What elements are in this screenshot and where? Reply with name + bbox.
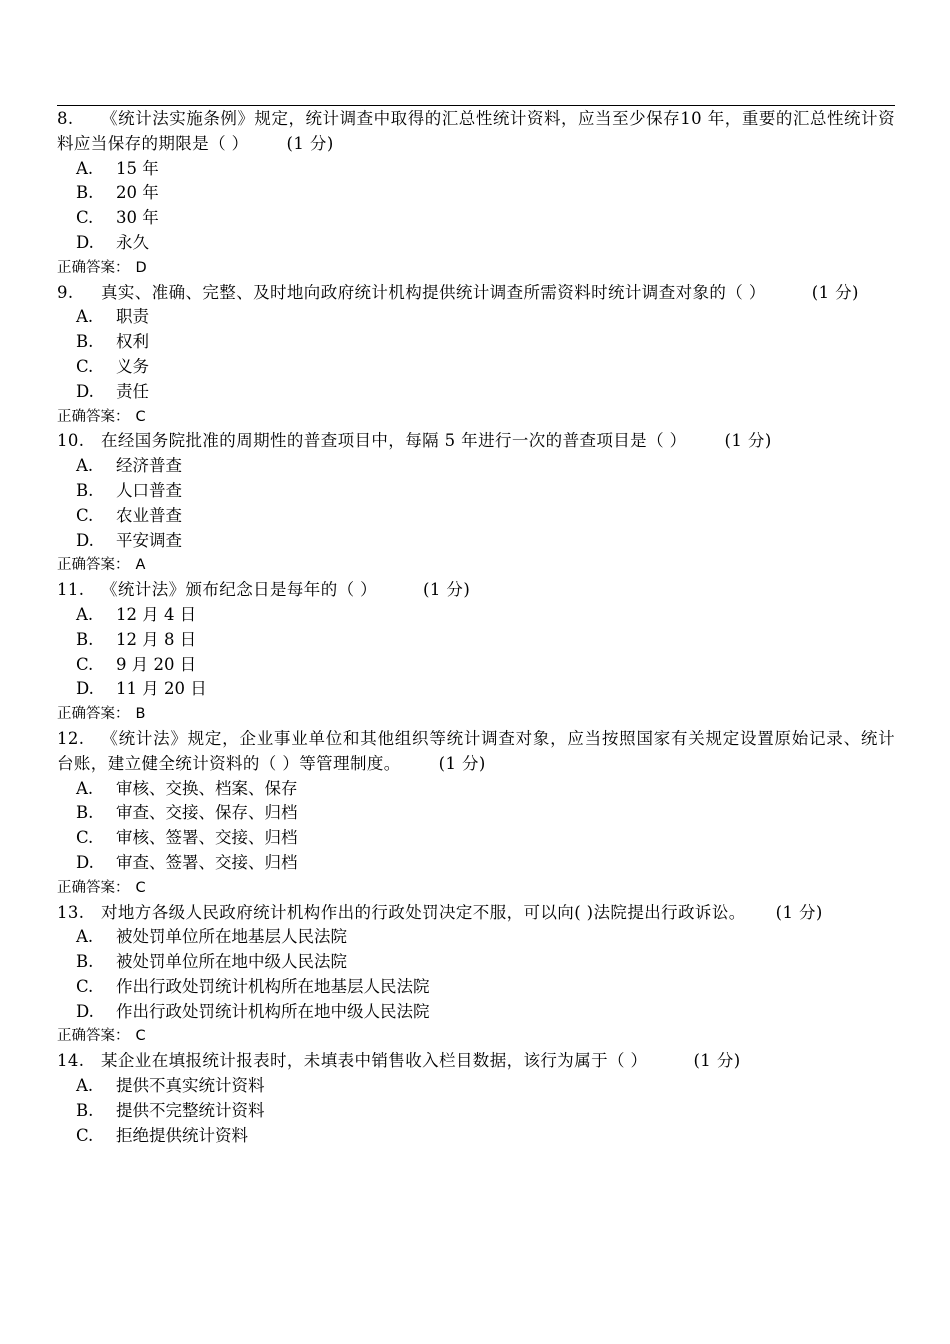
question-text: 真实、准确、完整、及时地向政府统计机构提供统计调查所需资料时统计调查对象的（ ） — [101, 282, 766, 302]
option-letter: A. — [76, 307, 94, 327]
option-text: 作出行政处罚统计机构所在地基层人民法院 — [116, 976, 430, 996]
option-letter: B. — [76, 183, 94, 203]
question-stem — [57, 901, 895, 926]
option-b — [57, 628, 895, 653]
option-letter: A. — [76, 456, 94, 476]
question-13 — [57, 901, 895, 1050]
option-text: 被处罚单位所在地基层人民法院 — [116, 927, 347, 947]
option-letter: B. — [76, 629, 94, 649]
option-b — [57, 330, 895, 355]
option-letter: A. — [76, 158, 94, 178]
option-text: 审核、签署、交接、归档 — [116, 828, 298, 848]
option-letter: A. — [76, 1076, 94, 1096]
option-a — [57, 157, 895, 182]
answer-label: 正确答案： — [57, 706, 130, 723]
option-text: 审查、交接、保存、归档 — [116, 803, 298, 823]
option-text: 11 月 20 日 — [116, 679, 207, 699]
option-letter: C. — [76, 1125, 94, 1145]
option-letter: B. — [76, 1100, 94, 1120]
correct-answer — [57, 405, 895, 430]
option-letter: A. — [76, 778, 94, 798]
correct-answer — [57, 256, 895, 281]
question-text: 《统计法》规定，企业事业单位和其他组织等统计调查对象，应当按照国家有关规定设置原始记录、统计台账，建立健全统计资料的（ ）等管理制度。 — [57, 728, 895, 773]
correct-answer — [57, 702, 895, 727]
answer-value: D — [135, 259, 147, 276]
option-letter: C. — [76, 654, 94, 674]
question-number: 9. — [57, 282, 74, 302]
answer-value: C — [135, 879, 146, 896]
option-d — [57, 1000, 895, 1025]
answer-label: 正确答案： — [57, 259, 130, 276]
option-text: 提供不真实统计资料 — [116, 1076, 265, 1096]
option-c — [57, 504, 895, 529]
option-d — [57, 677, 895, 702]
question-score: (1 分) — [811, 282, 859, 302]
question-11 — [57, 578, 895, 727]
question-stem — [57, 107, 895, 157]
question-text: 对地方各级人民政府统计机构作出的行政处罚决定不服，可以向( )法院提出行政诉讼。 — [101, 902, 746, 922]
option-text: 永久 — [116, 232, 149, 252]
option-c — [57, 975, 895, 1000]
option-a — [57, 454, 895, 479]
option-letter: C. — [76, 828, 94, 848]
option-text: 30 年 — [116, 208, 159, 228]
question-number: 11. — [57, 580, 85, 600]
option-text: 被处罚单位所在地中级人民法院 — [116, 952, 347, 972]
question-10 — [57, 429, 895, 578]
option-text: 审查、签署、交接、归档 — [116, 852, 298, 872]
question-score: (1 分) — [775, 902, 823, 922]
question-stem — [57, 578, 895, 603]
option-letter: D. — [76, 381, 94, 401]
option-b — [57, 181, 895, 206]
option-text: 15 年 — [116, 158, 159, 178]
answer-value: C — [135, 1028, 146, 1045]
option-letter: D. — [76, 679, 94, 699]
option-letter: B. — [76, 480, 94, 500]
option-a — [57, 603, 895, 628]
question-stem — [57, 727, 895, 777]
answer-label: 正确答案： — [57, 557, 130, 574]
answer-label: 正确答案： — [57, 408, 130, 425]
answer-value: C — [135, 408, 146, 425]
option-b — [57, 950, 895, 975]
correct-answer — [57, 1024, 895, 1049]
answer-label: 正确答案： — [57, 879, 130, 896]
option-d — [57, 529, 895, 554]
option-text: 责任 — [116, 381, 149, 401]
option-text: 职责 — [116, 307, 149, 327]
option-a — [57, 777, 895, 802]
option-d — [57, 851, 895, 876]
question-stem — [57, 281, 895, 306]
question-text: 《统计法》颁布纪念日是每年的（ ） — [101, 580, 378, 600]
option-a — [57, 925, 895, 950]
option-text: 经济普查 — [116, 456, 182, 476]
option-letter: C. — [76, 505, 94, 525]
option-text: 作出行政处罚统计机构所在地中级人民法院 — [116, 1001, 430, 1021]
option-text: 12 月 8 日 — [116, 629, 197, 649]
answer-value: A — [135, 557, 146, 574]
option-text: 9 月 20 日 — [116, 654, 197, 674]
question-text: 《统计法实施条例》规定，统计调查中取得的汇总性统计资料，应当至少保存10 年，重要的汇总性统计资料应当保存的期限是（ ） — [57, 109, 895, 153]
option-a — [57, 305, 895, 330]
option-letter: A. — [76, 927, 94, 947]
question-score: (1 分) — [423, 580, 471, 600]
option-letter: B. — [76, 803, 94, 823]
question-text: 某企业在填报统计报表时，未填表中销售收入栏目数据，该行为属于（ ） — [101, 1051, 648, 1071]
option-text: 义务 — [116, 356, 149, 376]
top-rule — [57, 105, 895, 106]
question-score: (1 分) — [693, 1051, 741, 1071]
question-number: 8. — [57, 109, 74, 128]
question-stem — [57, 1049, 895, 1074]
question-stem — [57, 429, 895, 454]
question-number: 12. — [57, 728, 85, 748]
option-c — [57, 206, 895, 231]
option-text: 农业普查 — [116, 505, 182, 525]
option-letter: B. — [76, 332, 94, 352]
option-letter: B. — [76, 952, 94, 972]
answer-value: B — [135, 706, 146, 723]
option-b — [57, 1099, 895, 1124]
question-text: 在经国务院批准的周期性的普查项目中，每隔 5 年进行一次的普查项目是（ ） — [101, 431, 687, 451]
option-c — [57, 355, 895, 380]
option-letter: C. — [76, 976, 94, 996]
option-text: 12 月 4 日 — [116, 604, 197, 624]
answer-label: 正确答案： — [57, 1028, 130, 1045]
option-text: 平安调查 — [116, 530, 182, 550]
option-text: 审核、交换、档案、保存 — [116, 778, 298, 798]
option-c — [57, 653, 895, 678]
option-text: 人口普查 — [116, 480, 182, 500]
option-c — [57, 826, 895, 851]
option-text: 20 年 — [116, 183, 159, 203]
option-letter: D. — [76, 232, 94, 252]
option-letter: D. — [76, 1001, 94, 1021]
question-8 — [57, 107, 895, 281]
option-d — [57, 380, 895, 405]
option-letter: A. — [76, 604, 94, 624]
question-list — [57, 107, 895, 1148]
question-number: 13. — [57, 902, 85, 922]
option-text: 提供不完整统计资料 — [116, 1100, 265, 1120]
option-b — [57, 479, 895, 504]
question-12 — [57, 727, 895, 901]
question-number: 10. — [57, 431, 85, 451]
option-text: 权利 — [116, 332, 149, 352]
option-d — [57, 231, 895, 256]
option-letter: D. — [76, 852, 94, 872]
option-text: 拒绝提供统计资料 — [116, 1125, 248, 1145]
question-score: (1 分) — [724, 431, 772, 451]
question-9 — [57, 281, 895, 430]
question-score: (1 分) — [438, 753, 486, 773]
question-number: 14. — [57, 1051, 85, 1071]
option-a — [57, 1074, 895, 1099]
option-b — [57, 801, 895, 826]
question-score: (1 分) — [286, 133, 334, 153]
option-letter: C. — [76, 356, 94, 376]
question-14 — [57, 1049, 895, 1148]
option-letter: D. — [76, 530, 94, 550]
correct-answer — [57, 876, 895, 901]
option-c — [57, 1124, 895, 1149]
option-letter: C. — [76, 208, 94, 228]
correct-answer — [57, 553, 895, 578]
